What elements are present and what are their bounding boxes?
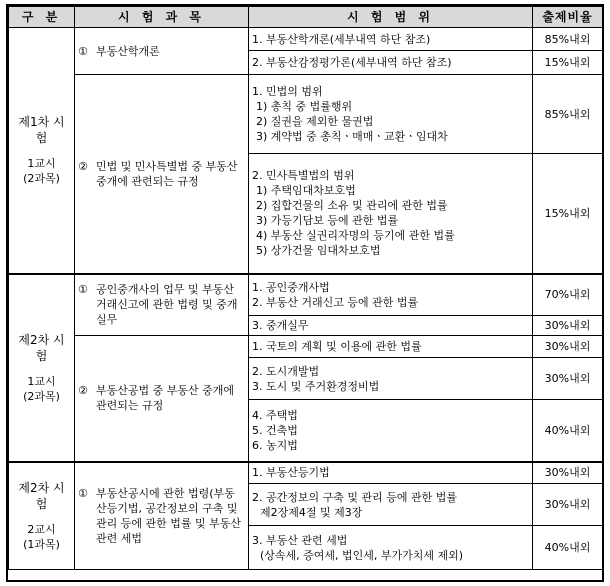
session-3-count: (1과목) <box>23 537 60 551</box>
subject-cell <box>75 462 249 570</box>
scope-cell <box>249 462 533 484</box>
header-subject: 시 험 과 목 <box>75 7 249 28</box>
scope-line: (상속세, 증여세, 법인세, 부가가치세 제외) <box>260 548 464 562</box>
rate-cell: 85%내외 <box>533 75 603 154</box>
session-1-cell <box>9 28 75 274</box>
scope-line: 2. 부동산감정평가론(세부내역 하단 참조) <box>252 56 452 69</box>
rate-cell: 30%내외 <box>533 462 603 484</box>
rate-cell: 40%내외 <box>533 400 603 462</box>
subject-number: ② <box>78 384 88 398</box>
scope-line: 4. 주택법 <box>252 408 298 422</box>
header-row <box>9 7 603 28</box>
exam-scope-table-frame <box>6 4 604 582</box>
subject-cell <box>75 75 249 274</box>
session-1-count: (2과목) <box>23 172 60 186</box>
subject-cell <box>75 336 249 462</box>
table-row <box>9 462 603 484</box>
subject-name: 부동산공법 중 부동산 중개에 관련되는 규정 <box>96 384 235 413</box>
session-3-period: 2교시 <box>27 522 56 536</box>
scope-cell <box>249 526 533 570</box>
subject-name: 공인중개사의 업무 및 부동산 거래신고에 관한 법령 및 중개실무 <box>96 283 238 327</box>
scope-line: 1. 민법의 범위 <box>252 85 323 98</box>
scope-cell <box>249 484 533 526</box>
rate-cell: 70%내외 <box>533 274 603 316</box>
scope-cell <box>249 400 533 462</box>
table-row <box>9 274 603 316</box>
rate-cell: 30%내외 <box>533 484 603 526</box>
scope-cell <box>249 154 533 274</box>
scope-line: 2. 부동산 거래신고 등에 관한 법률 <box>252 295 419 309</box>
rate-cell: 30%내외 <box>533 358 603 400</box>
scope-line: 5. 건축법 <box>252 423 298 437</box>
scope-line: 2. 도시개발법 <box>252 364 320 378</box>
scope-line: 3) 가등기담보 등에 관한 법률 <box>256 214 399 228</box>
scope-line: 1. 부동산등기법 <box>252 466 330 480</box>
scope-line: 1) 주택임대차보호법 <box>256 184 356 198</box>
scope-line: 3. 도시 및 주거환경정비법 <box>252 379 380 393</box>
table-row <box>9 28 603 51</box>
subject-number: ① <box>78 283 88 297</box>
session-1-period: 1교시 <box>27 157 56 171</box>
rate-cell: 85%내외 <box>533 28 603 51</box>
session-2-title: 제2차 시 험 <box>18 332 65 363</box>
header-scope: 시 험 범 위 <box>249 7 533 28</box>
scope-line: 4) 부동산 실권리자명의 등기에 관한 법률 <box>256 229 455 243</box>
rate-cell: 30%내외 <box>533 316 603 336</box>
scope-line: 5) 상가건물 임대차보호법 <box>256 244 381 258</box>
rate-cell: 15%내외 <box>533 51 603 75</box>
scope-line: 6. 농지법 <box>252 438 298 452</box>
scope-line: 3. 중개실무 <box>252 319 309 332</box>
exam-scope-table <box>8 6 603 570</box>
session-3-cell <box>9 462 75 570</box>
subject-cell <box>75 274 249 336</box>
rate-cell: 15%내외 <box>533 154 603 274</box>
table-row <box>9 336 603 358</box>
rate-cell: 30%내외 <box>533 336 603 358</box>
scope-cell <box>249 316 533 336</box>
scope-cell <box>249 51 533 75</box>
table-row <box>9 75 603 154</box>
session-2-period: 1교시 <box>27 374 56 388</box>
scope-cell <box>249 28 533 51</box>
subject-name: 민법 및 민사특별법 중 부동산 중개에 관련되는 규정 <box>96 159 238 188</box>
subject-cell <box>75 28 249 75</box>
scope-line: 1. 국토의 계획 및 이용에 관한 법률 <box>252 340 422 353</box>
subject-name: 부동산공시에 관한 법령(부동산등기법, 공간정보의 구축 및 관리 등에 관한 법률 및 부동산 관련 세법 <box>96 486 241 545</box>
session-3-title: 제2차 시 험 <box>18 480 65 511</box>
scope-cell <box>249 75 533 154</box>
rate-cell: 40%내외 <box>533 526 603 570</box>
session-1-title: 제1차 시 험 <box>18 115 65 146</box>
scope-cell <box>249 358 533 400</box>
header-category: 구 분 <box>9 7 75 28</box>
scope-line: 1. 부동산학개론(세부내역 하단 참조) <box>252 32 431 46</box>
scope-line: 2. 공간정보의 구축 및 관리 등에 관한 법률 <box>252 490 457 504</box>
scope-cell <box>249 336 533 358</box>
session-2-cell <box>9 274 75 462</box>
scope-line: 1. 공인중개사법 <box>252 280 330 294</box>
session-2-count: (2과목) <box>23 389 60 403</box>
scope-line: 제2장제4절 및 제3장 <box>260 505 363 519</box>
scope-line: 2. 민사특별법의 범위 <box>252 169 355 183</box>
scope-line: 1) 총칙 중 법률행위 <box>256 100 353 113</box>
scope-cell <box>249 274 533 316</box>
scope-line: 2) 질권을 제외한 물권법 <box>256 115 374 128</box>
scope-line: 3) 계약법 중 총칙ㆍ매매ㆍ교환ㆍ임대차 <box>256 130 448 143</box>
scope-line: 3. 부동산 관련 세법 <box>252 533 348 547</box>
subject-number: ① <box>78 44 88 58</box>
subject-number: ① <box>78 486 88 500</box>
scope-line: 2) 집합건물의 소유 및 관리에 관한 법률 <box>256 199 448 213</box>
subject-number: ② <box>78 159 88 173</box>
subject-name: 부동산학개론 <box>96 44 160 58</box>
header-rate: 출제비율 <box>533 7 603 28</box>
